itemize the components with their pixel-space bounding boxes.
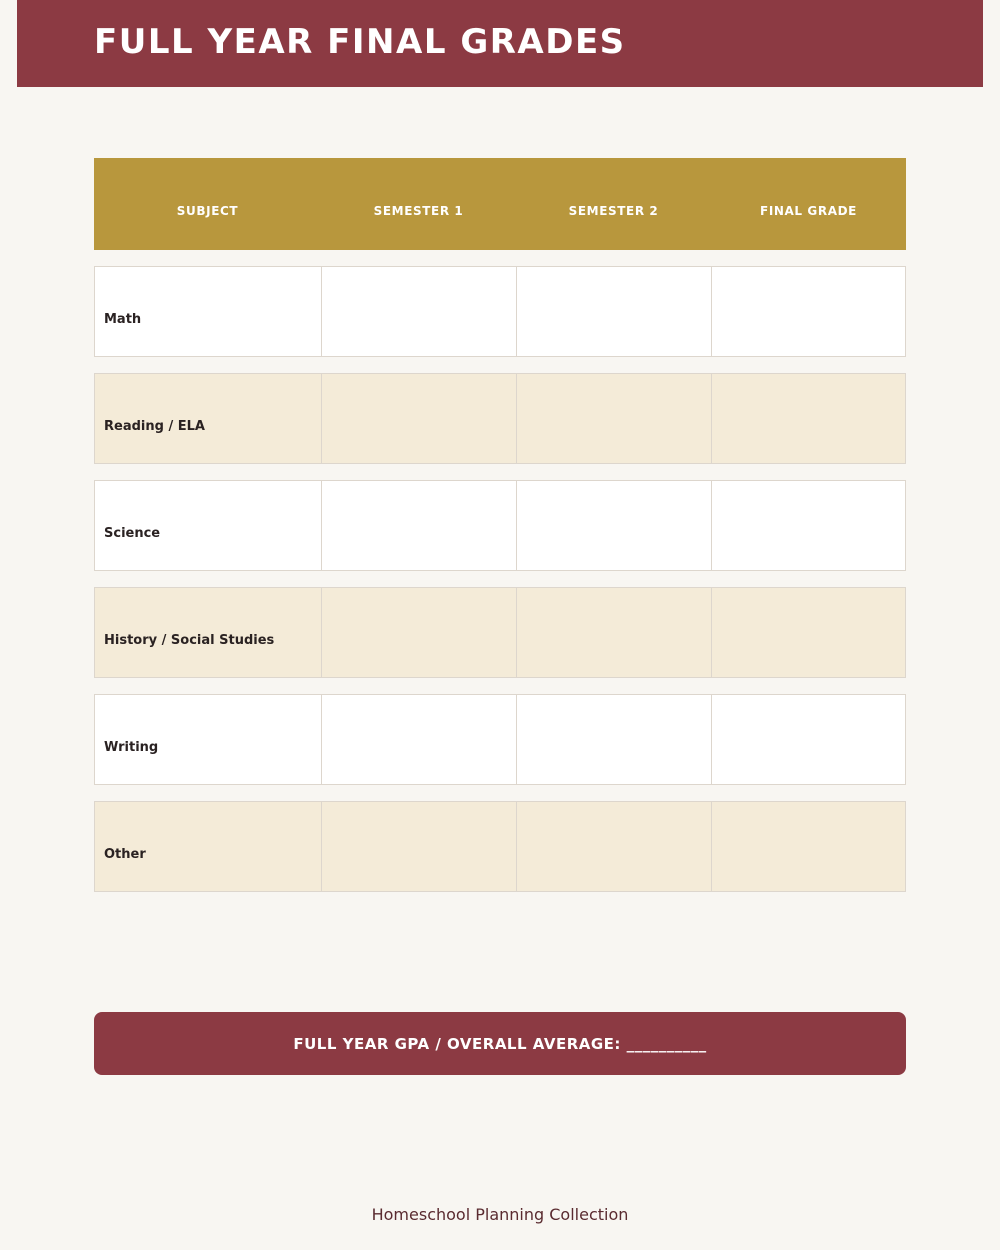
semester-1-grade-cell[interactable] [321,802,516,891]
semester-2-grade-cell[interactable] [516,374,711,463]
semester-2-grade-cell[interactable] [516,695,711,784]
table-row [94,266,906,357]
table-row [94,694,906,785]
final-grade-cell[interactable] [711,695,905,784]
final-grade-cell[interactable] [711,481,905,570]
grades-table [94,158,906,908]
semester-1-grade-cell[interactable] [321,481,516,570]
semester-1-grade-cell[interactable] [321,588,516,677]
footer-text: Homeschool Planning Collection [371,1205,629,1224]
subject-label: Reading / ELA [104,419,205,434]
final-grade-cell[interactable] [711,588,905,677]
semester-2-grade-cell[interactable] [516,481,711,570]
semester-1-grade-cell[interactable] [321,374,516,463]
final-grade-cell[interactable] [711,802,905,891]
table-row [94,480,906,571]
final-grade-cell[interactable] [711,267,905,356]
column-header-semester-2: SEMESTER 2 [568,204,659,218]
subject-label: Writing [104,740,159,755]
semester-2-grade-cell[interactable] [516,588,711,677]
final-grade-cell[interactable] [711,374,905,463]
table-row [94,587,906,678]
semester-1-grade-cell[interactable] [321,267,516,356]
semester-1-grade-cell[interactable] [321,695,516,784]
subject-label: Math [104,312,142,327]
semester-2-grade-cell[interactable] [516,802,711,891]
table-row [94,801,906,892]
subject-label: History / Social Studies [104,633,275,648]
subject-label: Science [104,526,161,541]
column-header-semester-1: SEMESTER 1 [373,204,464,218]
page-title: FULL YEAR FINAL GRADES [94,22,626,62]
gpa-label: FULL YEAR GPA / OVERALL AVERAGE: __________ [293,1034,707,1053]
table-header [94,158,906,250]
column-header-subject: SUBJECT [176,204,239,218]
subject-label: Other [104,847,146,862]
column-header-final-grade: FINAL GRADE [760,204,857,218]
table-row [94,373,906,464]
semester-2-grade-cell[interactable] [516,267,711,356]
gpa-summary-box [94,1012,906,1075]
